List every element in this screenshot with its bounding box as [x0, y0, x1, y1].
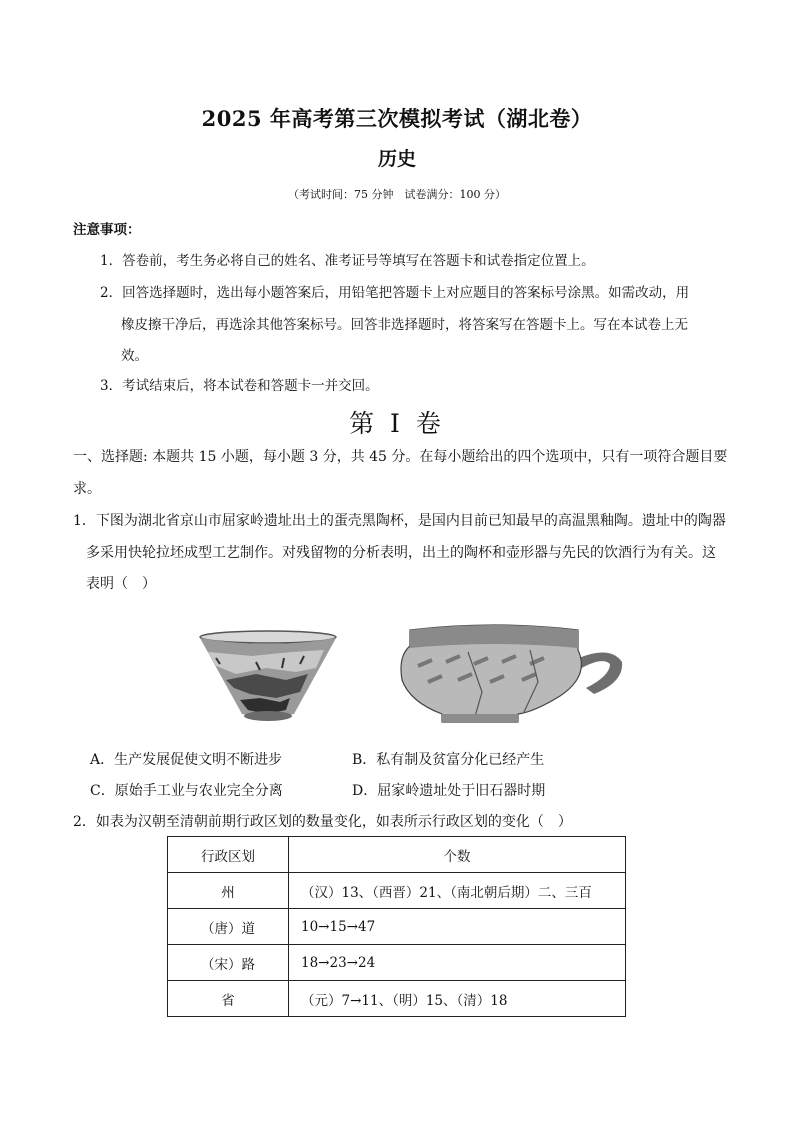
table-cell: （汉）13、（西晋）21、（南北朝后期）二、三百 — [289, 873, 626, 909]
subject-title: 历史 — [377, 148, 416, 170]
table-header-row — [168, 837, 626, 873]
notice-item-2-end: 效。 — [121, 348, 148, 364]
notice-item-3: 3．考试结束后，将本试卷和答题卡一并交回。 — [100, 378, 379, 394]
question-2-stem: 2．如表为汉朝至清朝前期行政区划的数量变化，如表所示行政区划的变化（ ） — [73, 814, 572, 830]
admin-division-table — [167, 836, 626, 1017]
table-cell: （宋）路 — [168, 945, 289, 981]
exam-info: （考试时间：75 分钟 试卷满分：100 分） — [288, 188, 506, 201]
section-heading: 一、选择题: 本题共 15 小题，每小题 3 分，共 45 分。在每小题给出的四个选项中，只有一项符合题目要 — [73, 449, 728, 465]
table-header-cell: 个数 — [289, 837, 626, 873]
table-cell: （唐）道 — [168, 909, 289, 945]
table-cell: 18→23→24 — [289, 945, 626, 981]
notice-item-2: 2．回答选择题时，选出每小题答案后，用铅笔把答题卡上对应题目的答案标号涂黑。如需改动，用 — [100, 285, 690, 301]
table-cell: 10→15→47 — [289, 909, 626, 945]
q1-option-a[interactable]: A．生产发展促使文明不断进步 — [90, 752, 283, 768]
question-1-line-1: 1．下图为湖北省京山市屈家岭遗址出土的蛋壳黑陶杯，是国内目前已知最早的高温黑釉陶。遗址中的陶器 — [73, 513, 726, 529]
section-heading-cont: 求。 — [73, 481, 101, 497]
volume-title: 第 I 卷 — [349, 409, 445, 438]
notice-item-1: 1．答卷前，考生务必将自己的姓名、准考证号等填写在答题卡和试卷指定位置上。 — [100, 253, 595, 269]
table-row — [168, 909, 626, 945]
table-header-cell: 行政区划 — [168, 837, 289, 873]
q1-option-b[interactable]: B．私有制及贫富分化已经产生 — [352, 752, 545, 768]
table-cell: （元）7→11、（明）15、（清）18 — [289, 981, 626, 1017]
notice-heading: 注意事项： — [73, 222, 141, 238]
notice-item-2-cont: 橡皮擦干净后，再选涂其他答案标号。回答非选择题时，将答案写在答题卡上。写在本试卷上无 — [121, 317, 688, 333]
question-1-line-2: 多采用快轮拉坯成型工艺制作。对残留物的分析表明，出土的陶杯和壶形器与先民的饮酒行为有关。这 — [86, 545, 716, 561]
pottery-pot-with-handle-image — [398, 622, 626, 726]
q1-option-d[interactable]: D．屈家岭遗址处于旧石器时期 — [352, 783, 546, 799]
exam-title: 2025 年高考第三次模拟考试（湖北卷） — [201, 106, 593, 131]
q1-option-c[interactable]: C．原始手工业与农业完全分离 — [90, 783, 283, 799]
table-row — [168, 981, 626, 1017]
black-pottery-cup-image — [196, 628, 340, 724]
table-cell: 省 — [168, 981, 289, 1017]
table-row — [168, 873, 626, 909]
table-row — [168, 945, 626, 981]
question-1-line-3: 表明（ ） — [86, 576, 156, 592]
table-cell: 州 — [168, 873, 289, 909]
